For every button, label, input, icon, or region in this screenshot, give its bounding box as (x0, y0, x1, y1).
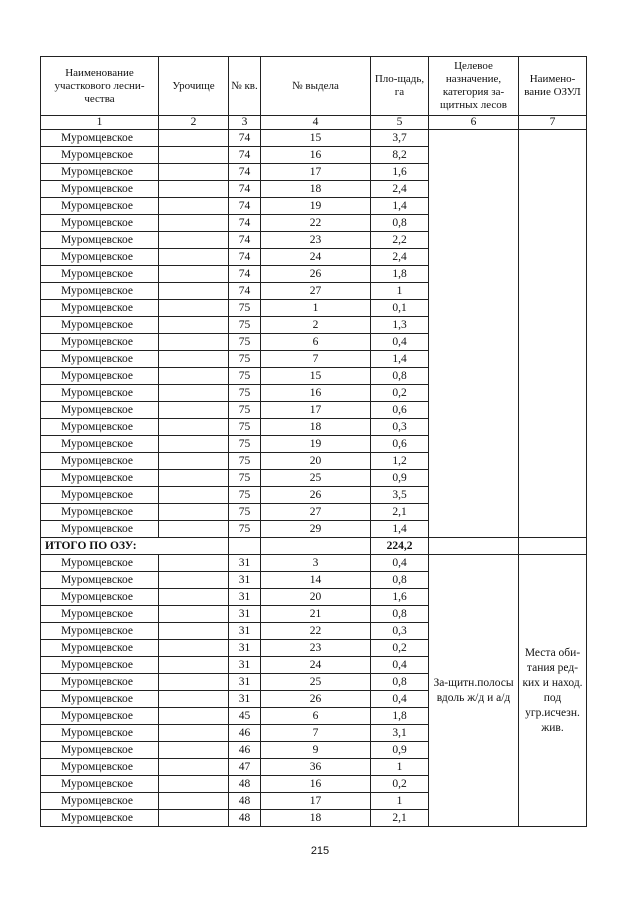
quarter-cell: 74 (229, 164, 261, 181)
area-cell: 0,4 (371, 334, 429, 351)
quarter-cell: 75 (229, 317, 261, 334)
ozul-cell: Места оби-тания ред-ких и наход. под угр.исчезн. жив. (519, 555, 587, 827)
quarter-cell: 74 (229, 249, 261, 266)
tract-cell (159, 589, 229, 606)
tract-cell (159, 334, 229, 351)
allotment-cell: 24 (261, 657, 371, 674)
forestry-cell: Муромцевское (41, 793, 159, 810)
quarter-cell: 47 (229, 759, 261, 776)
tract-cell (159, 487, 229, 504)
tract-cell (159, 657, 229, 674)
allotment-cell: 15 (261, 130, 371, 147)
quarter-cell: 75 (229, 470, 261, 487)
forestry-cell: Муромцевское (41, 147, 159, 164)
area-cell: 1,6 (371, 589, 429, 606)
forest-plots-table (40, 56, 587, 827)
forestry-cell: Муромцевское (41, 232, 159, 249)
allotment-cell: 2 (261, 317, 371, 334)
forestry-cell: Муромцевское (41, 776, 159, 793)
quarter-cell: 48 (229, 810, 261, 827)
quarter-cell: 75 (229, 385, 261, 402)
quarter-cell: 31 (229, 623, 261, 640)
forestry-cell: Муромцевское (41, 623, 159, 640)
tract-cell (159, 351, 229, 368)
table-row (41, 130, 587, 147)
area-cell: 0,4 (371, 555, 429, 572)
area-cell: 0,2 (371, 385, 429, 402)
allotment-cell: 22 (261, 623, 371, 640)
quarter-cell: 31 (229, 640, 261, 657)
allotment-cell: 27 (261, 504, 371, 521)
forestry-cell: Муромцевское (41, 470, 159, 487)
total-row (41, 538, 587, 555)
total-value: 224,2 (371, 538, 429, 555)
area-cell: 0,9 (371, 742, 429, 759)
area-cell: 0,8 (371, 368, 429, 385)
allotment-cell: 6 (261, 708, 371, 725)
quarter-cell: 74 (229, 130, 261, 147)
quarter-cell: 48 (229, 793, 261, 810)
area-cell: 1,6 (371, 164, 429, 181)
total-empty-cell (229, 538, 261, 555)
forestry-cell: Муромцевское (41, 130, 159, 147)
quarter-cell: 75 (229, 402, 261, 419)
quarter-cell: 75 (229, 504, 261, 521)
area-cell: 0,8 (371, 606, 429, 623)
forestry-cell: Муромцевское (41, 198, 159, 215)
area-cell: 0,3 (371, 419, 429, 436)
forestry-cell: Муромцевское (41, 385, 159, 402)
forestry-cell: Муромцевское (41, 742, 159, 759)
forestry-cell: Муромцевское (41, 810, 159, 827)
allotment-cell: 16 (261, 385, 371, 402)
tract-cell (159, 674, 229, 691)
allotment-cell: 7 (261, 725, 371, 742)
area-cell: 1 (371, 759, 429, 776)
forestry-cell: Муромцевское (41, 640, 159, 657)
tract-cell (159, 130, 229, 147)
quarter-cell: 74 (229, 147, 261, 164)
quarter-cell: 75 (229, 300, 261, 317)
allotment-cell: 26 (261, 691, 371, 708)
forestry-cell: Муромцевское (41, 691, 159, 708)
forestry-cell: Муромцевское (41, 351, 159, 368)
tract-cell (159, 691, 229, 708)
allotment-cell: 23 (261, 232, 371, 249)
forestry-cell: Муромцевское (41, 368, 159, 385)
tract-cell (159, 606, 229, 623)
area-cell: 1,4 (371, 351, 429, 368)
header-area: Пло-щадь, га (371, 57, 429, 116)
area-cell: 2,4 (371, 249, 429, 266)
area-cell: 3,5 (371, 487, 429, 504)
allotment-cell: 27 (261, 283, 371, 300)
allotment-cell: 29 (261, 521, 371, 538)
area-cell: 2,4 (371, 181, 429, 198)
tract-cell (159, 283, 229, 300)
allotment-cell: 19 (261, 436, 371, 453)
tract-cell (159, 232, 229, 249)
area-cell: 2,1 (371, 810, 429, 827)
tract-cell (159, 181, 229, 198)
area-cell: 1,2 (371, 453, 429, 470)
allotment-cell: 1 (261, 300, 371, 317)
area-cell: 3,1 (371, 725, 429, 742)
forestry-cell: Муромцевское (41, 759, 159, 776)
forestry-cell: Муромцевское (41, 521, 159, 538)
header-forestry: Наименование участкового лесни-чества (41, 57, 159, 116)
forestry-cell: Муромцевское (41, 555, 159, 572)
area-cell: 0,8 (371, 215, 429, 232)
quarter-cell: 75 (229, 334, 261, 351)
forestry-cell: Муромцевское (41, 657, 159, 674)
forestry-cell: Муромцевское (41, 606, 159, 623)
allotment-cell: 16 (261, 776, 371, 793)
quarter-cell: 75 (229, 368, 261, 385)
quarter-cell: 74 (229, 198, 261, 215)
column-number: 5 (371, 116, 429, 130)
area-cell: 0,4 (371, 691, 429, 708)
allotment-cell: 17 (261, 164, 371, 181)
allotment-cell: 14 (261, 572, 371, 589)
forestry-cell: Муромцевское (41, 283, 159, 300)
tract-cell (159, 504, 229, 521)
quarter-cell: 31 (229, 589, 261, 606)
quarter-cell: 31 (229, 555, 261, 572)
allotment-cell: 17 (261, 793, 371, 810)
quarter-cell: 75 (229, 487, 261, 504)
quarter-cell: 75 (229, 453, 261, 470)
quarter-cell: 75 (229, 351, 261, 368)
table-row (41, 555, 587, 572)
tract-cell (159, 793, 229, 810)
allotment-cell: 20 (261, 453, 371, 470)
area-cell: 1,3 (371, 317, 429, 334)
tract-cell (159, 470, 229, 487)
allotment-cell: 17 (261, 402, 371, 419)
quarter-cell: 74 (229, 215, 261, 232)
tract-cell (159, 572, 229, 589)
area-cell: 1,4 (371, 198, 429, 215)
column-number: 3 (229, 116, 261, 130)
forestry-cell: Муромцевское (41, 181, 159, 198)
quarter-cell: 45 (229, 708, 261, 725)
allotment-cell: 25 (261, 674, 371, 691)
quarter-cell: 46 (229, 742, 261, 759)
area-cell: 0,8 (371, 572, 429, 589)
quarter-cell: 74 (229, 232, 261, 249)
tract-cell (159, 759, 229, 776)
quarter-cell: 31 (229, 606, 261, 623)
forestry-cell: Муромцевское (41, 215, 159, 232)
header-row (41, 57, 587, 116)
tract-cell (159, 742, 229, 759)
tract-cell (159, 725, 229, 742)
forestry-cell: Муромцевское (41, 317, 159, 334)
forestry-cell: Муромцевское (41, 300, 159, 317)
forestry-cell: Муромцевское (41, 164, 159, 181)
area-cell: 0,6 (371, 436, 429, 453)
allotment-cell: 18 (261, 181, 371, 198)
quarter-cell: 31 (229, 657, 261, 674)
area-cell: 1,8 (371, 266, 429, 283)
forestry-cell: Муромцевское (41, 725, 159, 742)
allotment-cell: 19 (261, 198, 371, 215)
page-number: 215 (310, 845, 330, 857)
ozul-cell (519, 130, 587, 538)
tract-cell (159, 776, 229, 793)
quarter-cell: 74 (229, 181, 261, 198)
area-cell: 0,3 (371, 623, 429, 640)
column-number-row (41, 116, 587, 130)
quarter-cell: 74 (229, 266, 261, 283)
tract-cell (159, 555, 229, 572)
quarter-cell: 31 (229, 572, 261, 589)
tract-cell (159, 419, 229, 436)
allotment-cell: 24 (261, 249, 371, 266)
area-cell: 1 (371, 283, 429, 300)
quarter-cell: 75 (229, 419, 261, 436)
forestry-cell: Муромцевское (41, 487, 159, 504)
allotment-cell: 16 (261, 147, 371, 164)
tract-cell (159, 640, 229, 657)
quarter-cell: 46 (229, 725, 261, 742)
tract-cell (159, 164, 229, 181)
forestry-cell: Муромцевское (41, 453, 159, 470)
total-empty-cell (261, 538, 371, 555)
allotment-cell: 21 (261, 606, 371, 623)
tract-cell (159, 198, 229, 215)
allotment-cell: 15 (261, 368, 371, 385)
area-cell: 0,6 (371, 402, 429, 419)
forestry-cell: Муромцевское (41, 419, 159, 436)
allotment-cell: 3 (261, 555, 371, 572)
tract-cell (159, 521, 229, 538)
quarter-cell: 75 (229, 436, 261, 453)
header-allotment: № выдела (261, 57, 371, 116)
tract-cell (159, 436, 229, 453)
total-empty-cell (519, 538, 587, 555)
area-cell: 1,4 (371, 521, 429, 538)
header-purpose: Целевое назначение, категория за-щитных лесов (429, 57, 519, 116)
purpose-cell: За-щитн.полосы вдоль ж/д и а/д (429, 555, 519, 827)
column-number: 6 (429, 116, 519, 130)
area-cell: 2,2 (371, 232, 429, 249)
allotment-cell: 25 (261, 470, 371, 487)
forestry-cell: Муромцевское (41, 674, 159, 691)
tract-cell (159, 215, 229, 232)
column-number: 4 (261, 116, 371, 130)
total-empty-cell (429, 538, 519, 555)
allotment-cell: 20 (261, 589, 371, 606)
tract-cell (159, 453, 229, 470)
allotment-cell: 6 (261, 334, 371, 351)
allotment-cell: 22 (261, 215, 371, 232)
area-cell: 0,1 (371, 300, 429, 317)
tract-cell (159, 810, 229, 827)
area-cell: 0,4 (371, 657, 429, 674)
column-number: 7 (519, 116, 587, 130)
quarter-cell: 48 (229, 776, 261, 793)
allotment-cell: 9 (261, 742, 371, 759)
tract-cell (159, 147, 229, 164)
tract-cell (159, 317, 229, 334)
allotment-cell: 26 (261, 266, 371, 283)
area-cell: 8,2 (371, 147, 429, 164)
tract-cell (159, 368, 229, 385)
area-cell: 3,7 (371, 130, 429, 147)
tract-cell (159, 623, 229, 640)
column-number: 2 (159, 116, 229, 130)
tract-cell (159, 385, 229, 402)
total-label: ИТОГО ПО ОЗУ: (41, 538, 229, 555)
forestry-cell: Муромцевское (41, 249, 159, 266)
purpose-cell (429, 130, 519, 538)
area-cell: 0,9 (371, 470, 429, 487)
quarter-cell: 74 (229, 283, 261, 300)
allotment-cell: 26 (261, 487, 371, 504)
forestry-cell: Муромцевское (41, 504, 159, 521)
allotment-cell: 18 (261, 810, 371, 827)
forestry-cell: Муромцевское (41, 589, 159, 606)
area-cell: 0,8 (371, 674, 429, 691)
header-tract: Урочище (159, 57, 229, 116)
quarter-cell: 31 (229, 691, 261, 708)
tract-cell (159, 266, 229, 283)
tract-cell (159, 708, 229, 725)
allotment-cell: 7 (261, 351, 371, 368)
allotment-cell: 18 (261, 419, 371, 436)
column-number: 1 (41, 116, 159, 130)
forestry-cell: Муромцевское (41, 708, 159, 725)
allotment-cell: 36 (261, 759, 371, 776)
quarter-cell: 75 (229, 521, 261, 538)
forestry-cell: Муромцевское (41, 402, 159, 419)
forestry-cell: Муромцевское (41, 266, 159, 283)
area-cell: 1,8 (371, 708, 429, 725)
tract-cell (159, 249, 229, 266)
forestry-cell: Муромцевское (41, 334, 159, 351)
area-cell: 1 (371, 793, 429, 810)
allotment-cell: 23 (261, 640, 371, 657)
area-cell: 2,1 (371, 504, 429, 521)
header-quarter: № кв. (229, 57, 261, 116)
forestry-cell: Муромцевское (41, 572, 159, 589)
tract-cell (159, 300, 229, 317)
area-cell: 0,2 (371, 640, 429, 657)
tract-cell (159, 402, 229, 419)
forestry-cell: Муромцевское (41, 436, 159, 453)
header-ozul: Наимено-вание ОЗУЛ (519, 57, 587, 116)
area-cell: 0,2 (371, 776, 429, 793)
quarter-cell: 31 (229, 674, 261, 691)
